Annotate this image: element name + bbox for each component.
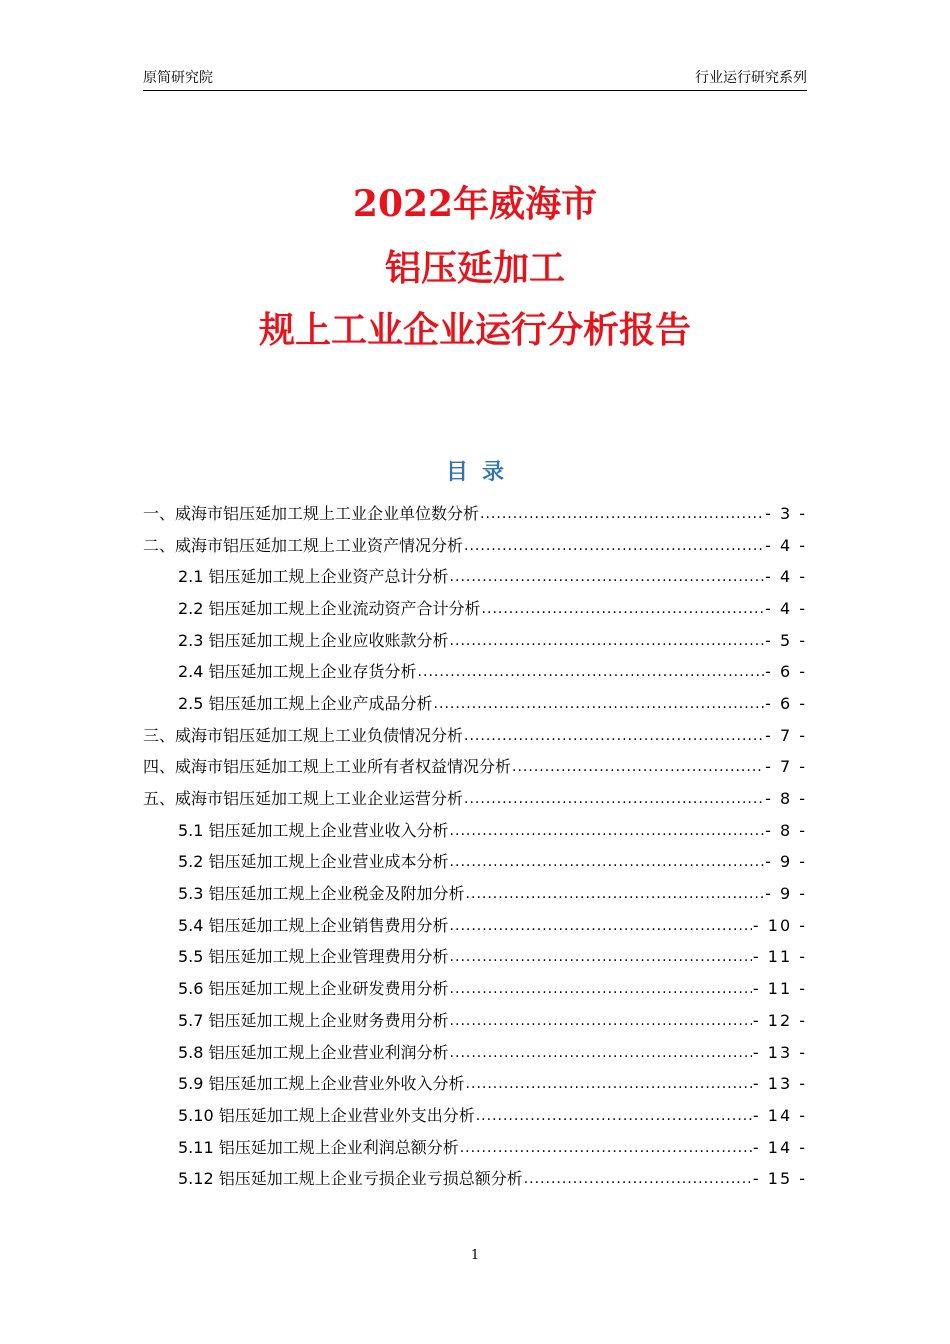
toc-subentry[interactable] [143,1100,807,1132]
toc-subentry[interactable] [143,815,807,847]
toc-dot-leader [482,602,765,616]
toc-dot-leader [450,919,752,933]
toc-entry-label: 2.3 铝压延加工规上企业应收账款分析 [178,630,449,650]
toc-subentry[interactable] [143,942,807,974]
toc-entry-page: - 5 - [765,630,807,650]
toc-subentry[interactable] [143,1005,807,1037]
toc-subentry[interactable] [143,688,807,720]
toc-dot-leader [512,760,764,774]
toc-entry[interactable] [143,498,807,530]
toc-entry-label: 5.2 铝压延加工规上企业营业成本分析 [178,852,449,872]
toc-dot-leader [450,1046,752,1060]
toc-dot-leader [464,539,764,553]
toc-subentry[interactable] [143,1163,807,1195]
toc-entry-label: 5.9 铝压延加工规上企业营业外收入分析 [178,1074,465,1094]
toc-subentry[interactable] [143,593,807,625]
toc-entry-page: - 8 - [765,820,807,840]
toc-entry-page: - 11 - [752,979,807,999]
toc-subentry[interactable] [143,1037,807,1069]
header-left-text: 原简研究院 [143,70,213,86]
toc-entry-page: - 12 - [752,1010,807,1030]
toc-entry-page: - 4 - [765,535,807,555]
report-title-line-1: 2022年威海市 [352,183,598,225]
toc-entry-page: - 7 - [765,725,807,745]
toc-entry-page: - 8 - [765,789,807,809]
toc-entry-label: 5.8 铝压延加工规上企业营业利润分析 [178,1042,449,1062]
toc-subentry[interactable] [143,1132,807,1164]
toc-entry-label: 5.6 铝压延加工规上企业研发费用分析 [178,979,449,999]
toc-dot-leader [476,1109,752,1123]
toc-entry-label: 2.1 铝压延加工规上企业资产总计分析 [178,567,449,587]
toc-subentry[interactable] [143,656,807,688]
toc-dot-leader [466,887,765,901]
toc-entry-label: 5.5 铝压延加工规上企业管理费用分析 [178,947,449,967]
toc-dot-leader [418,665,765,679]
toc-dot-leader [450,950,752,964]
toc-entry-page: - 7 - [765,757,807,777]
toc-heading: 目录 [445,460,518,485]
toc-entry-page: - 6 - [765,693,807,713]
report-title-line-2: 铝压延加工 [384,247,565,289]
toc-entry-page: - 9 - [765,852,807,872]
toc-entry-page: - 11 - [752,947,807,967]
toc-dot-leader [466,1077,752,1091]
toc-entry-page: - 10 - [752,915,807,935]
toc-entry-label: 5.12 铝压延加工规上企业亏损企业亏损总额分析 [178,1169,523,1189]
toc-entry-page: - 15 - [752,1169,807,1189]
toc-dot-leader [450,855,765,869]
toc-dot-leader [450,634,765,648]
toc-subentry[interactable] [143,847,807,879]
toc-entry-label: 四、威海市铝压延加工规上工业所有者权益情况分析 [143,757,512,777]
toc-entry-page: - 6 - [765,662,807,682]
toc-entry-label: 5.10 铝压延加工规上企业营业外支出分析 [178,1105,475,1125]
page-header [143,66,807,91]
toc-entry[interactable] [143,720,807,752]
report-title-line-3: 规上工业企业运行分析报告 [258,309,691,351]
toc-entry-label: 5.3 铝压延加工规上企业税金及附加分析 [178,884,465,904]
toc-dot-leader [460,1141,752,1155]
toc-entry-page: - 13 - [752,1042,807,1062]
table-of-contents [143,498,807,1195]
toc-subentry[interactable] [143,910,807,942]
toc-dot-leader [524,1172,752,1186]
toc-dot-leader [450,824,765,838]
toc-subentry[interactable] [143,561,807,593]
toc-entry-label: 2.5 铝压延加工规上企业产成品分析 [178,693,433,713]
toc-dot-leader [434,697,765,711]
toc-subentry[interactable] [143,973,807,1005]
toc-entry-page: - 4 - [765,598,807,618]
toc-dot-leader [480,507,764,521]
toc-entry-label: 三、威海市铝压延加工规上工业负债情况分析 [143,725,464,745]
toc-entry-label: 5.7 铝压延加工规上企业财务费用分析 [178,1010,449,1030]
toc-entry-page: - 3 - [765,503,807,523]
toc-subentry[interactable] [143,625,807,657]
toc-entry-label: 5.1 铝压延加工规上企业营业收入分析 [178,820,449,840]
toc-dot-leader [450,570,765,584]
toc-dot-leader [450,982,752,996]
toc-entry-label: 一、威海市铝压延加工规上工业企业单位数分析 [143,503,480,523]
toc-entry-label: 2.2 铝压延加工规上企业流动资产合计分析 [178,598,481,618]
toc-entry-label: 五、威海市铝压延加工规上工业企业运营分析 [143,789,464,809]
header-right-text: 行业运行研究系列 [695,70,807,86]
toc-entry-label: 2.4 铝压延加工规上企业存货分析 [178,662,417,682]
page-number: 1 [470,1248,480,1263]
toc-dot-leader [450,1014,752,1028]
toc-entry[interactable] [143,783,807,815]
toc-entry[interactable] [143,752,807,784]
toc-entry[interactable] [143,530,807,562]
toc-subentry[interactable] [143,1068,807,1100]
toc-entry-label: 二、威海市铝压延加工规上工业资产情况分析 [143,535,464,555]
toc-entry-page: - 9 - [765,884,807,904]
toc-dot-leader [464,729,764,743]
toc-subentry[interactable] [143,878,807,910]
toc-entry-page: - 14 - [752,1105,807,1125]
toc-entry-page: - 4 - [765,567,807,587]
toc-entry-label: 5.4 铝压延加工规上企业销售费用分析 [178,915,449,935]
toc-entry-page: - 13 - [752,1074,807,1094]
toc-dot-leader [464,792,764,806]
toc-entry-label: 5.11 铝压延加工规上企业利润总额分析 [178,1137,459,1157]
toc-entry-page: - 14 - [752,1137,807,1157]
